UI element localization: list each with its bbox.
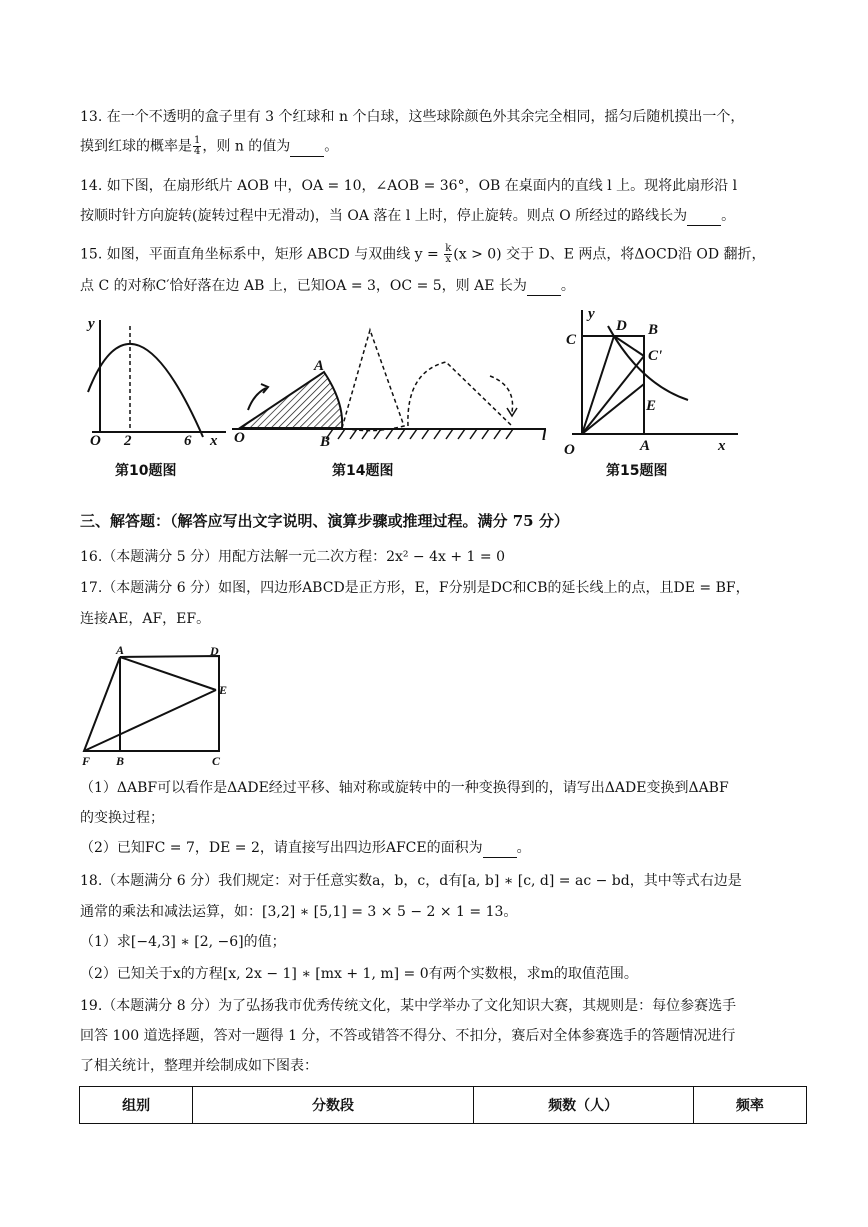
fig10-label-x: x (210, 433, 218, 449)
q17-sub2 (80, 838, 531, 858)
fig10-label-o: O (90, 433, 101, 449)
q15-fraction (444, 244, 452, 265)
figure-15-caption: 第15题图 (606, 463, 668, 479)
q19-line3: 了相关统计，整理并绘制成如下图表： (80, 1058, 318, 1074)
fig14-label-b: B (320, 434, 331, 450)
q14-line1: 14. 如下图，在扇形纸片 AOB 中，OA = 10，∠AOB = 36°，OB 在桌面内的直线 l 上。现将此扇形沿 l (80, 178, 738, 194)
figure-14-diagram (228, 322, 558, 452)
q15-text-c: 点 C 的对称C′恰好落在边 AB 上，已知OA = 3，OC = 5，则 AE 长为 (80, 278, 527, 294)
q13-fraction (193, 136, 201, 157)
fig17-label-e: E (219, 683, 228, 697)
q19-line2: 回答 100 道选择题，答对一题得 1 分，不答或错答不得分、不扣分，赛后对全体参赛选手的答题情况进行 (80, 1028, 736, 1044)
figure-10-caption: 第10题图 (115, 463, 177, 479)
q17-sub1-line2: 的变换过程； (80, 810, 164, 826)
fig15-label-e: E (646, 398, 657, 414)
q15-line2 (80, 276, 575, 296)
q18-line1: 18.（本题满分 6 分）我们规定：对于任意实数a，b，c，d有[a, b] ∗ [c, d] = ac − bd，其中等式右边是 (80, 873, 742, 889)
q17-sub1-line1: （1）ΔABF可以看作是ΔADE经过平移、轴对称或旋转中的一种变换得到的，请写出ΔADE变换到ΔABF (80, 780, 729, 796)
q13-line2 (80, 136, 338, 157)
fig15-label-o: O (564, 442, 575, 458)
q15-frac-num: k (445, 243, 452, 254)
q15-text-a: 15. 如图，平面直角坐标系中，矩形 ABCD 与双曲线 y = (80, 246, 444, 263)
table-header-rate: 频率 (693, 1087, 806, 1124)
q19-line1: 19.（本题满分 8 分）为了弘扬我市优秀传统文化，某中学举办了文化知识大赛，其规则是：每位参赛选手 (80, 998, 737, 1014)
q17-sub2-text-a: （2）已知FC = 7，DE = 2，请直接写出四边形AFCE的面积为 (80, 840, 483, 856)
figure-17-diagram (78, 643, 238, 768)
fig17-label-c: C (212, 754, 221, 768)
fig17-label-d: D (210, 644, 219, 658)
fig15-label-d: D (616, 318, 627, 334)
q15-line1 (80, 244, 766, 265)
q15-text-d: 。 (560, 278, 575, 294)
fig17-label-b: B (116, 754, 125, 768)
q13-text-c: 。 (324, 138, 339, 155)
q13-answer-blank[interactable] (290, 142, 324, 157)
q13-text-b: ，则 n 的值为 (202, 138, 291, 155)
fig10-label-2: 2 (124, 433, 132, 449)
fig15-label-b: B (648, 322, 659, 338)
q18-sub2: （2）已知关于x的方程[x, 2x − 1] ∗ [mx + 1, m] = 0有两个实数根，求m的取值范围。 (80, 966, 638, 982)
q14-text-b: 。 (721, 208, 736, 224)
fig15-label-c: C (566, 332, 577, 348)
table-header-frequency: 频数（人） (473, 1087, 693, 1124)
figure-10-diagram (78, 312, 233, 452)
q13-frac-num: 1 (194, 135, 201, 146)
fig10-label-6: 6 (184, 433, 192, 449)
fig10-label-y: y (88, 316, 95, 332)
fig14-label-o: O (234, 430, 245, 446)
table-header-score-range: 分数段 (193, 1087, 473, 1124)
q15-answer-blank[interactable] (527, 281, 561, 296)
figure-14-caption: 第14题图 (332, 463, 394, 479)
q17-answer-blank[interactable] (483, 843, 517, 858)
q17-line1: 17.（本题满分 6 分）如图，四边形ABCD是正方形，E，F分别是DC和CB的延长线上的点，且DE = BF， (80, 580, 750, 596)
fig14-label-l: l (542, 428, 547, 444)
q14-line2 (80, 206, 735, 226)
table-header-row (80, 1087, 807, 1124)
q13-line1: 13. 在一个不透明的盒子里有 3 个红球和 n 个白球，这些球除颜色外其余完全相同，摇匀后随机摸出一个， (80, 109, 745, 125)
section-3-heading: 三、解答题：（解答应写出文字说明、演算步骤或推理过程。满分 75 分） (80, 512, 569, 530)
q17-line2: 连接AE，AF，EF。 (80, 611, 211, 627)
fig17-label-a: A (116, 643, 125, 657)
score-table (79, 1086, 807, 1124)
fig17-label-f: F (82, 754, 91, 768)
fig14-label-a: A (314, 358, 325, 374)
fig15-label-x: x (718, 438, 726, 454)
figure-15-diagram (560, 304, 745, 459)
fig15-label-cprime: C' (648, 348, 663, 364)
q13-frac-den: 4 (194, 146, 201, 157)
fig15-label-y: y (588, 306, 595, 322)
fig15-label-a: A (640, 438, 651, 454)
q16-text: 16.（本题满分 5 分）用配方法解一元二次方程：2x² − 4x + 1 = 0 (80, 549, 505, 565)
q14-answer-blank[interactable] (687, 211, 721, 226)
q17-sub2-text-b: 。 (516, 840, 531, 856)
q13-text-a: 摸到红球的概率是 (80, 138, 192, 155)
q18-sub1: （1）求[−4,3] ∗ [2, −6]的值； (80, 934, 286, 950)
q18-line2: 通常的乘法和减法运算，如：[3,2] ∗ [5,1] = 3 × 5 − 2 × 1 = 13。 (80, 904, 518, 920)
q15-frac-den: x (445, 254, 452, 265)
table-header-group: 组别 (80, 1087, 193, 1124)
q15-text-b: (x > 0) 交于 D、E 两点，将ΔOCD沿 OD 翻折， (453, 246, 766, 263)
q14-text-a: 按顺时针方向旋转(旋转过程中无滑动)，当 OA 落在 l 上时，停止旋转。则点 O 所经过的路线长为 (80, 208, 688, 224)
